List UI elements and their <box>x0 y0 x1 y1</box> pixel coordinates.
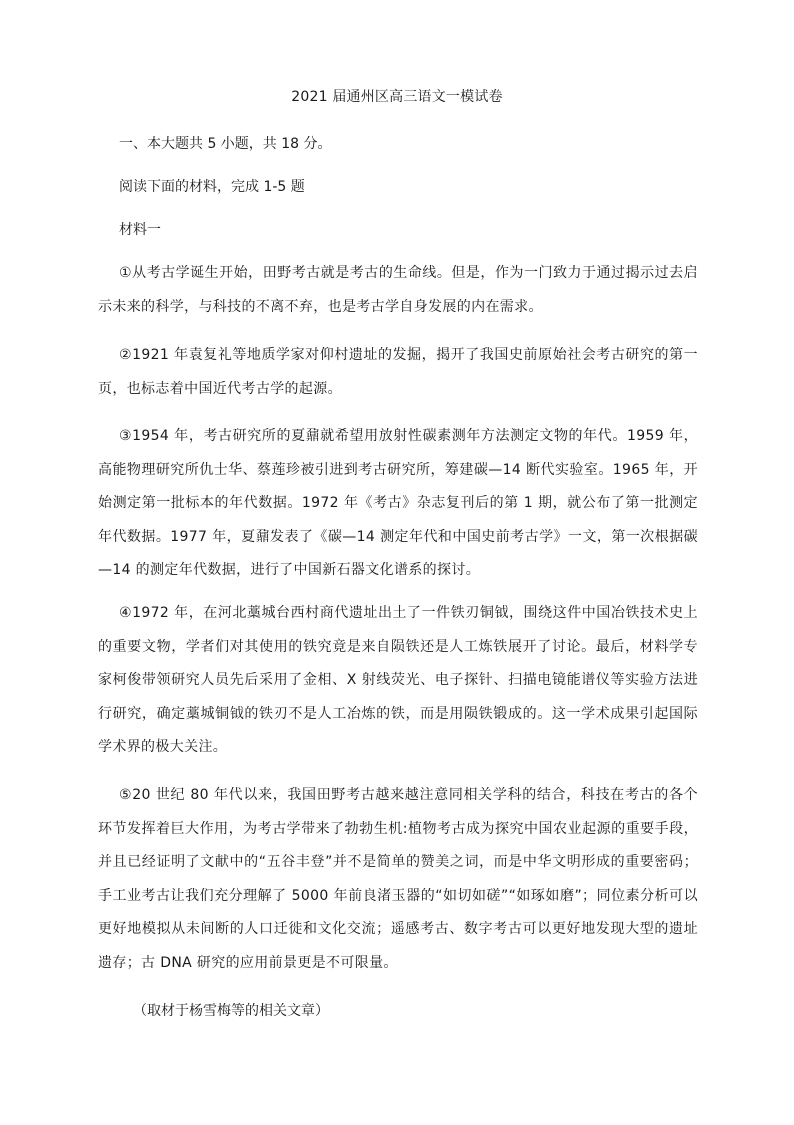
exam-title: 2021 届通州区高三语文一模试卷 <box>291 89 503 105</box>
material-label: 材料一 <box>119 222 161 238</box>
reading-instruction: 阅读下面的材料，完成 1-5 题 <box>119 179 305 195</box>
paragraph-1: ①从考古学诞生开始，田野考古就是考古的生命线。但是，作为一门致力于通过揭示过去启示未来的科学，与科技的不离不弃，也是考古学自身发展的内在需求。 <box>98 265 698 315</box>
paragraph-3: ③1954 年，考古研究所的夏鼐就希望用放射性碳素测年方法测定文物的年代。1959 年，高能物理研究所仇士华、蔡莲珍被引进到考古研究所，筹建碳—14 断代实验室。1965 年，开始测定第一批标本的年代数据。1972 年《考古》杂志复刊后的第 1 期，就公布了第一批测定年代数据。1977 年，夏鼐发表了《碳—14 测定年代和中国史前考古学》一文，第一次根据碳—14 的测定年代数据，进行了中国新石器文化谱系的探讨。 <box>98 428 698 578</box>
paragraph-2: ②1921 年袁复礼等地质学家对仰村遗址的发掘，揭开了我国史前原始社会考古研究的第一页，也标志着中国近代考古学的起源。 <box>98 347 698 397</box>
section-heading: 一、本大题共 5 小题，共 18 分。 <box>119 136 332 152</box>
paragraph-5: ⑤20 世纪 80 年代以来，我国田野考古越来越注意同相关学科的结合，科技在考古的各个环节发挥着巨大作用，为考古学带来了勃勃生机:植物考古成为探究中国农业起源的重要手段，并且已经证明了文献中的“五谷丰登”并不是简单的赞美之词，而是中华文明形成的重要密码；手工业考古让我们充分理解了 5000 年前良渚玉器的“如切如磋”“如琢如磨”；同位素分析可以更好地模拟从未间断的人口迁徙和文化交流；遥感考古、数字考古可以更好地发现大型的遗址遗存；古 DNA 研究的应用前景更是不可限量。 <box>98 787 698 971</box>
source-note: （取材于杨雪梅等的相关文章） <box>133 1003 329 1019</box>
paragraph-4: ④1972 年，在河北藁城台西村商代遗址出土了一件铁刃铜钺，围绕这件中国冶铁技术史上的重要文物，学者们对其使用的铁究竟是来自陨铁还是人工炼铁展开了讨论。最后，材料学专家柯俊带领研究人员先后采用了金相、X 射线荧光、电子探针、扫描电镜能谱仪等实验方法进行研究，确定藁城铜钺的铁刃不是人工冶炼的铁，而是用陨铁锻成的。这一学术成果引起国际学术界的极大关注。 <box>98 605 698 755</box>
